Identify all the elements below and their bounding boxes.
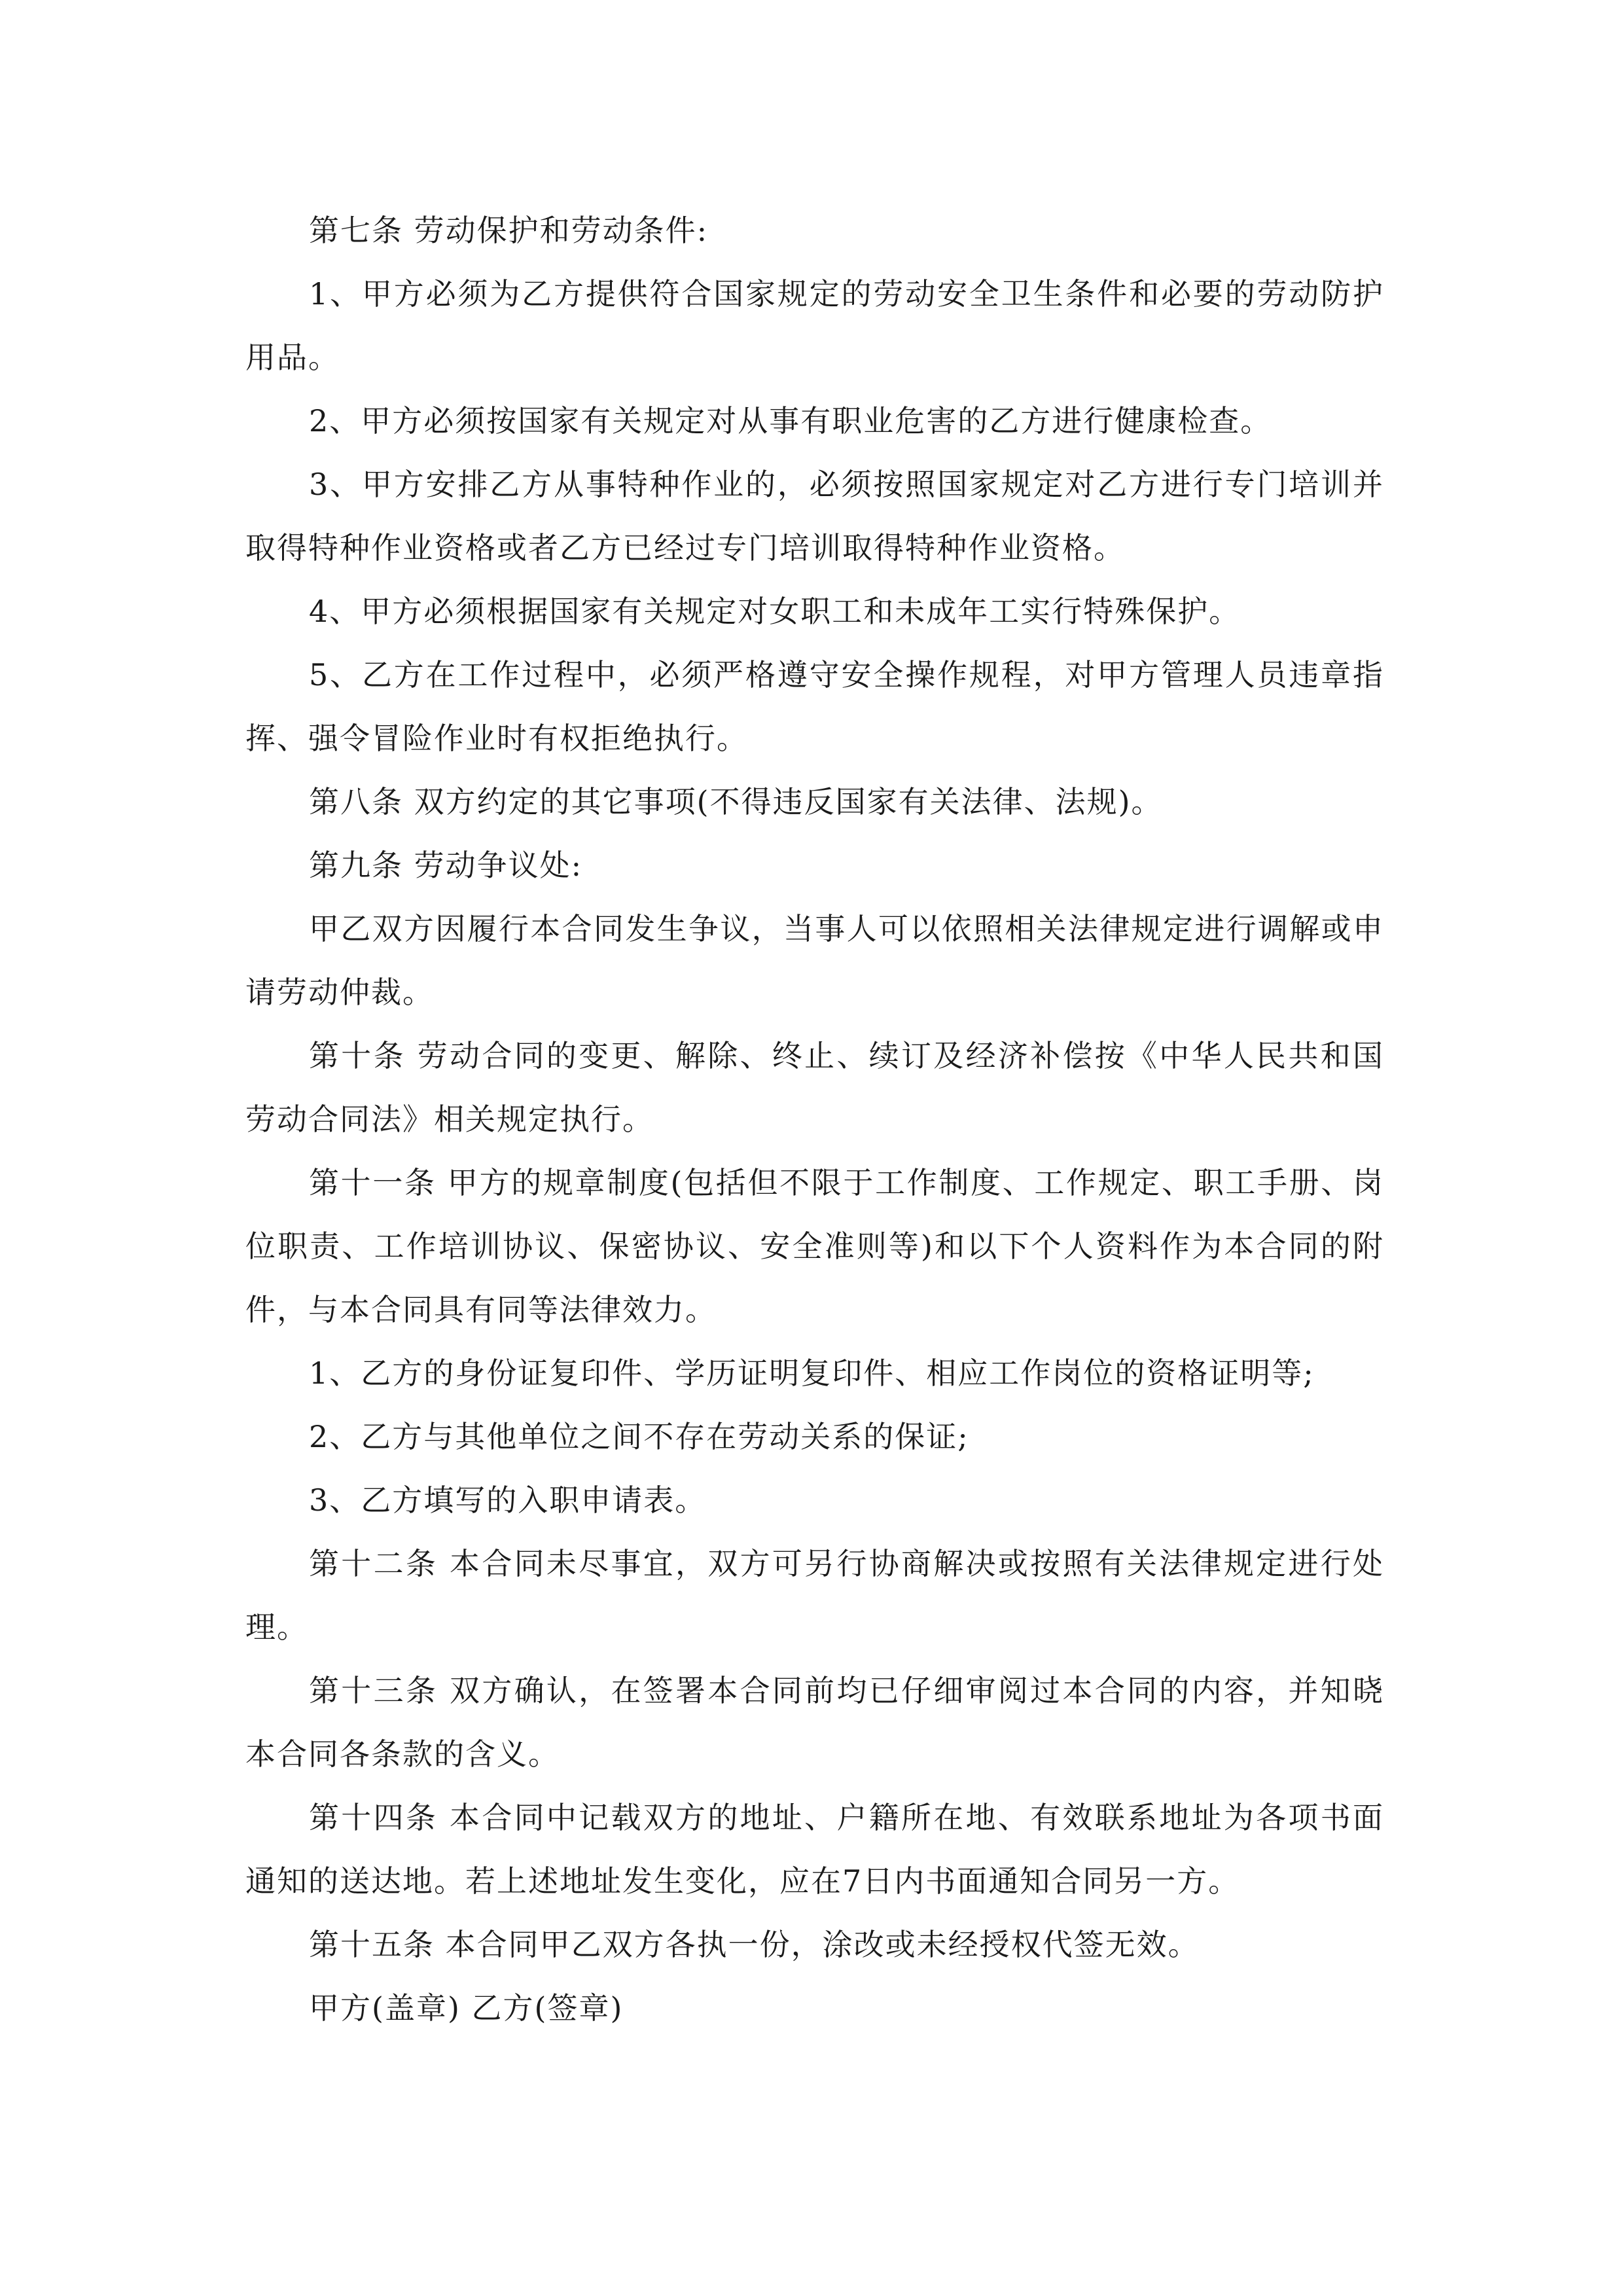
- clause-10: 第十条 劳动合同的变更、解除、终止、续订及经济补偿按《中华人民共和国劳动合同法》相关规定执行。: [245, 1038, 1384, 1137]
- clause-9-heading: 第九条 劳动争议处:: [309, 848, 583, 883]
- clause-11: 第十一条 甲方的规章制度(包括但不限于工作制度、工作规定、职工手册、岗位职责、工作培训协议、保密协议、安全准则等)和以下个人资料作为本合同的附件，与本合同具有同等法律效力。: [245, 1165, 1384, 1327]
- clause-11-item-1: 1、乙方的身份证复印件、学历证明复印件、相应工作岗位的资格证明等;: [309, 1355, 1315, 1391]
- clause-7-heading: 第七条 劳动保护和劳动条件:: [309, 213, 709, 248]
- clause-9-body: 甲乙双方因履行本合同发生争议，当事人可以依照相关法律规定进行调解或申请劳动仲裁。: [245, 911, 1384, 1010]
- clause-7-item-3: 3、甲方安排乙方从事特种作业的，必须按照国家规定对乙方进行专门培训并取得特种作业资格或者乙方已经过专门培训取得特种作业资格。: [245, 467, 1384, 565]
- clause-11-item-3: 3、乙方填写的入职申请表。: [309, 1482, 707, 1518]
- clause-11-item-2: 2、乙方与其他单位之间不存在劳动关系的保证;: [309, 1419, 969, 1454]
- clause-15: 第十五条 本合同甲乙双方各执一份，涂改或未经授权代签无效。: [309, 1927, 1200, 1962]
- document-body: [245, 199, 1384, 2040]
- clause-7-item-4: 4、甲方必须根据国家有关规定对女职工和未成年工实行特殊保护。: [309, 594, 1241, 629]
- clause-7-item-2: 2、甲方必须按国家有关规定对从事有职业危害的乙方进行健康检查。: [309, 403, 1272, 439]
- clause-7-item-5: 5、乙方在工作过程中，必须严格遵守安全操作规程，对甲方管理人员违章指挥、强令冒险作业时有权拒绝执行。: [245, 657, 1384, 756]
- signature-line: 甲方(盖章) 乙方(签章): [309, 1990, 624, 2026]
- clause-8: 第八条 双方约定的其它事项(不得违反国家有关法律、法规)。: [309, 784, 1163, 819]
- clause-12: 第十二条 本合同未尽事宜，双方可另行协商解决或按照有关法律规定进行处理。: [245, 1546, 1384, 1645]
- clause-13: 第十三条 双方确认，在签署本合同前均已仔细审阅过本合同的内容，并知晓本合同各条款的含义。: [245, 1673, 1384, 1772]
- clause-7-item-1: 1、甲方必须为乙方提供符合国家规定的劳动安全卫生条件和必要的劳动防护用品。: [245, 276, 1384, 375]
- clause-14: 第十四条 本合同中记载双方的地址、户籍所在地、有效联系地址为各项书面通知的送达地。若上述地址发生变化，应在7日内书面通知合同另一方。: [245, 1800, 1384, 1899]
